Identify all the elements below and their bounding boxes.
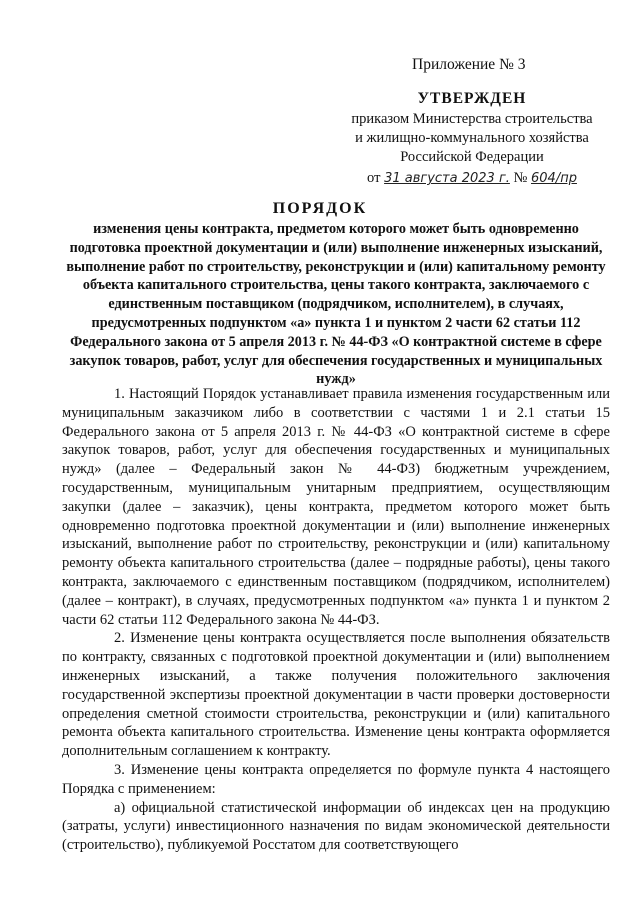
approval-date-line bbox=[338, 167, 606, 190]
date-prefix: от bbox=[367, 170, 381, 186]
approval-line-3: Российской Федерации bbox=[400, 149, 544, 165]
paragraph-3: 3. Изменение цены контракта определяется по формуле пункта 4 настоящего Порядка с применением: bbox=[62, 761, 610, 797]
document-body bbox=[62, 385, 610, 855]
handwritten-number: 604/пр bbox=[531, 171, 577, 186]
document-subtitle: изменения цены контракта, предметом которого может быть одновременно подготовка проектной документации и (или) выполнение инженерных изысканий, выполнение работ по строительству, реконструкции и (или) капитальному ремонту объекта капитального строительства, цены такого контракта, заключаемого с единственным поставщиком (подрядчиком, исполнителем), в случаях, предусмотренных подпунктом «а» пункта 1 и пунктом 2 части 62 статьи 112 Федерального закона от 5 апреля 2013 г. № 44-ФЗ «О контрактной системе в сфере закупок товаров, работ, услуг для обеспечения государственных и муниципальных нужд» bbox=[66, 221, 606, 388]
annex-label: Приложение № 3 bbox=[412, 56, 526, 73]
handwritten-date: 31 августа 2023 г. bbox=[384, 171, 510, 186]
paragraph-3a: а) официальной статистической информации об индексах цен на продукцию (затраты, услуги) инвестиционного назначения по видам экономической деятельности (строительство), публикуемой Росстатом для соответствующего bbox=[62, 799, 610, 854]
paragraph-1: 1. Настоящий Порядок устанавливает правила изменения государственным или муниципальным заказчиком либо в соответствии с частями 1 и 2.1 статьи 15 Федерального закона от 5 апреля 2013 г. № 44-ФЗ «О контрактной системе в сфере закупок товаров, работ, услуг для обеспечения государственных и муниципальных нужд» (далее – Федеральный закон № 44-ФЗ) бюджетным учреждением, государственным, муниципальным унитарным предприятием, осуществляющим закупки (далее – заказчик), цены контракта, предметом которого может быть одновременно подготовка проектной документации и (или) выполнение инженерных изысканий, выполнение работ по строительству, реконструкции и (или) капитальному ремонту объекта капитального строительства (далее – подрядные работы), цены такого контракта, заключаемого с единственным поставщиком (подрядчиком, исполнителем) (далее – контракт), в случаях, предусмотренных подпунктом «а» пункта 1 и пунктом 2 части 62 статьи 112 Федерального закона № 44-ФЗ. bbox=[62, 386, 610, 628]
paragraph-2: 2. Изменение цены контракта осуществляется после выполнения обязательств по контракту, связанных с подготовкой проектной документации и (или) выполнением инженерных изысканий, а также получения положительного заключения государственной экспертизы проектной документации в части проверки достоверности определения сметной стоимости строительства, реконструкции и (или) капитального ремонта объекта капитального строительства. Изменение цены контракта оформляется дополнительным соглашением к контракту. bbox=[62, 630, 610, 760]
approval-line-1: приказом Министерства строительства bbox=[351, 111, 593, 127]
approval-line-2: и жилищно-коммунального хозяйства bbox=[355, 130, 589, 146]
approved-heading: УТВЕРЖДЕН bbox=[417, 90, 527, 107]
approval-block bbox=[338, 90, 606, 190]
number-prefix: № bbox=[513, 170, 528, 186]
document-title: ПОРЯДОК bbox=[272, 200, 368, 217]
